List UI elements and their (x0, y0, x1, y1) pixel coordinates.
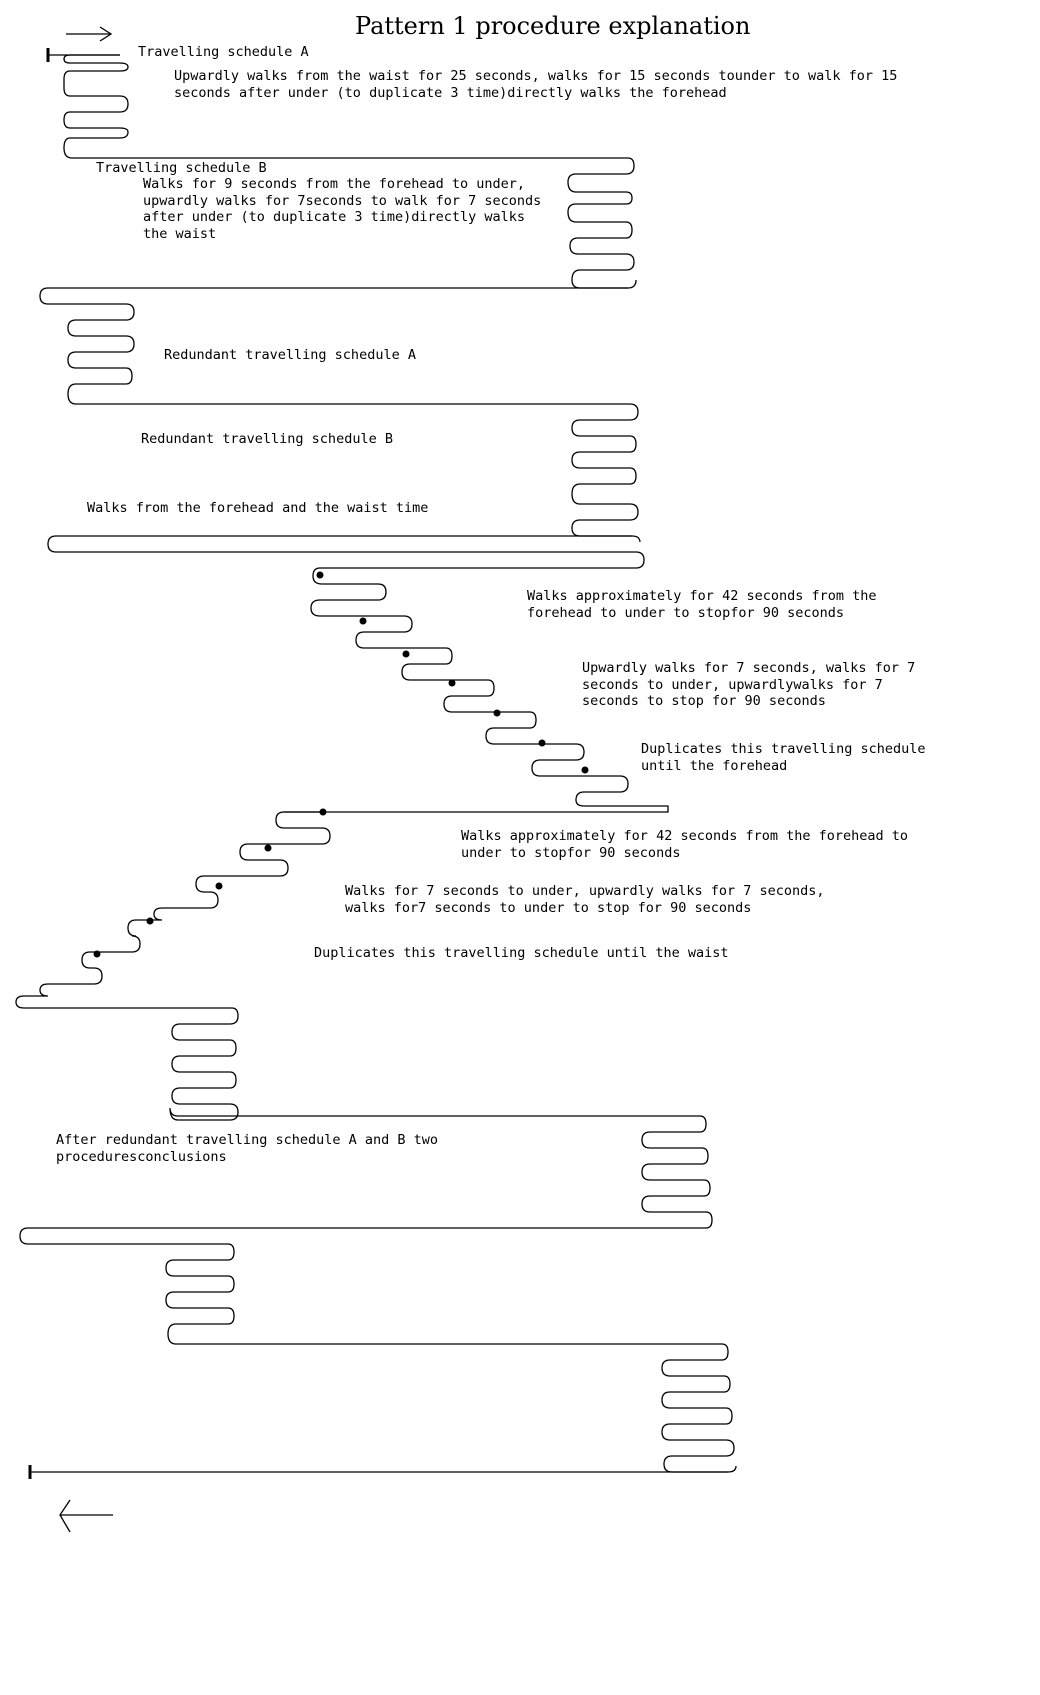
forehead-waist-label: Walks from the forehead and the waist time (87, 500, 429, 516)
schedule-b-title: Travelling schedule B (96, 160, 267, 176)
forehead-waist-line (48, 536, 644, 568)
walk-42-down-label: Walks approximately for 42 seconds from the forehead to under to stopfor 90 seconds (527, 588, 877, 621)
staircase-up-dots (94, 809, 327, 958)
schedule-a-title: Travelling schedule A (138, 44, 309, 60)
conclusion-label: After redundant travelling schedule A and B two proceduresconclusions (56, 1132, 439, 1165)
zigzag-d (20, 1228, 736, 1472)
walk-7-up-label: Walks for 7 seconds to under, upwardly walks for 7 seconds, walks for7 seconds to under to stop for 90 seconds (345, 883, 825, 916)
page-title: Pattern 1 procedure explanation (355, 12, 751, 40)
ascending-staircase (16, 812, 330, 1008)
end-arrow (60, 1500, 113, 1532)
walk-7-down-label: Upwardly walks for 7 seconds, walks for 7 seconds to under, upwardlywalks for 7 seconds to stop for 90 seconds (582, 660, 916, 709)
walk-42-up-label: Walks approximately for 42 seconds from the forehead to under to stopfor 90 seconds (461, 828, 909, 861)
dup-until-waist-label: Duplicates this travelling schedule until the waist (314, 945, 729, 961)
schedule-b-desc: Walks for 9 seconds from the forehead to under, upwardly walks for 7seconds to walk for 7 seconds after under (to duplicate 3 time)directly walks the waist (143, 176, 542, 242)
zigzag-c (170, 1008, 712, 1228)
start-arrow (66, 27, 111, 41)
redundant-a-label: Redundant travelling schedule A (164, 347, 416, 363)
dup-until-forehead-label: Duplicates this travelling schedule until the forehead (641, 741, 926, 774)
end-marker (30, 1465, 728, 1479)
schedule-a-desc: Upwardly walks from the waist for 25 seconds, walks for 15 seconds tounder to walk for 15 seconds after under (to duplicate 3 time)directly walks the forehead (174, 68, 898, 101)
redundant-b-label: Redundant travelling schedule B (141, 431, 393, 447)
